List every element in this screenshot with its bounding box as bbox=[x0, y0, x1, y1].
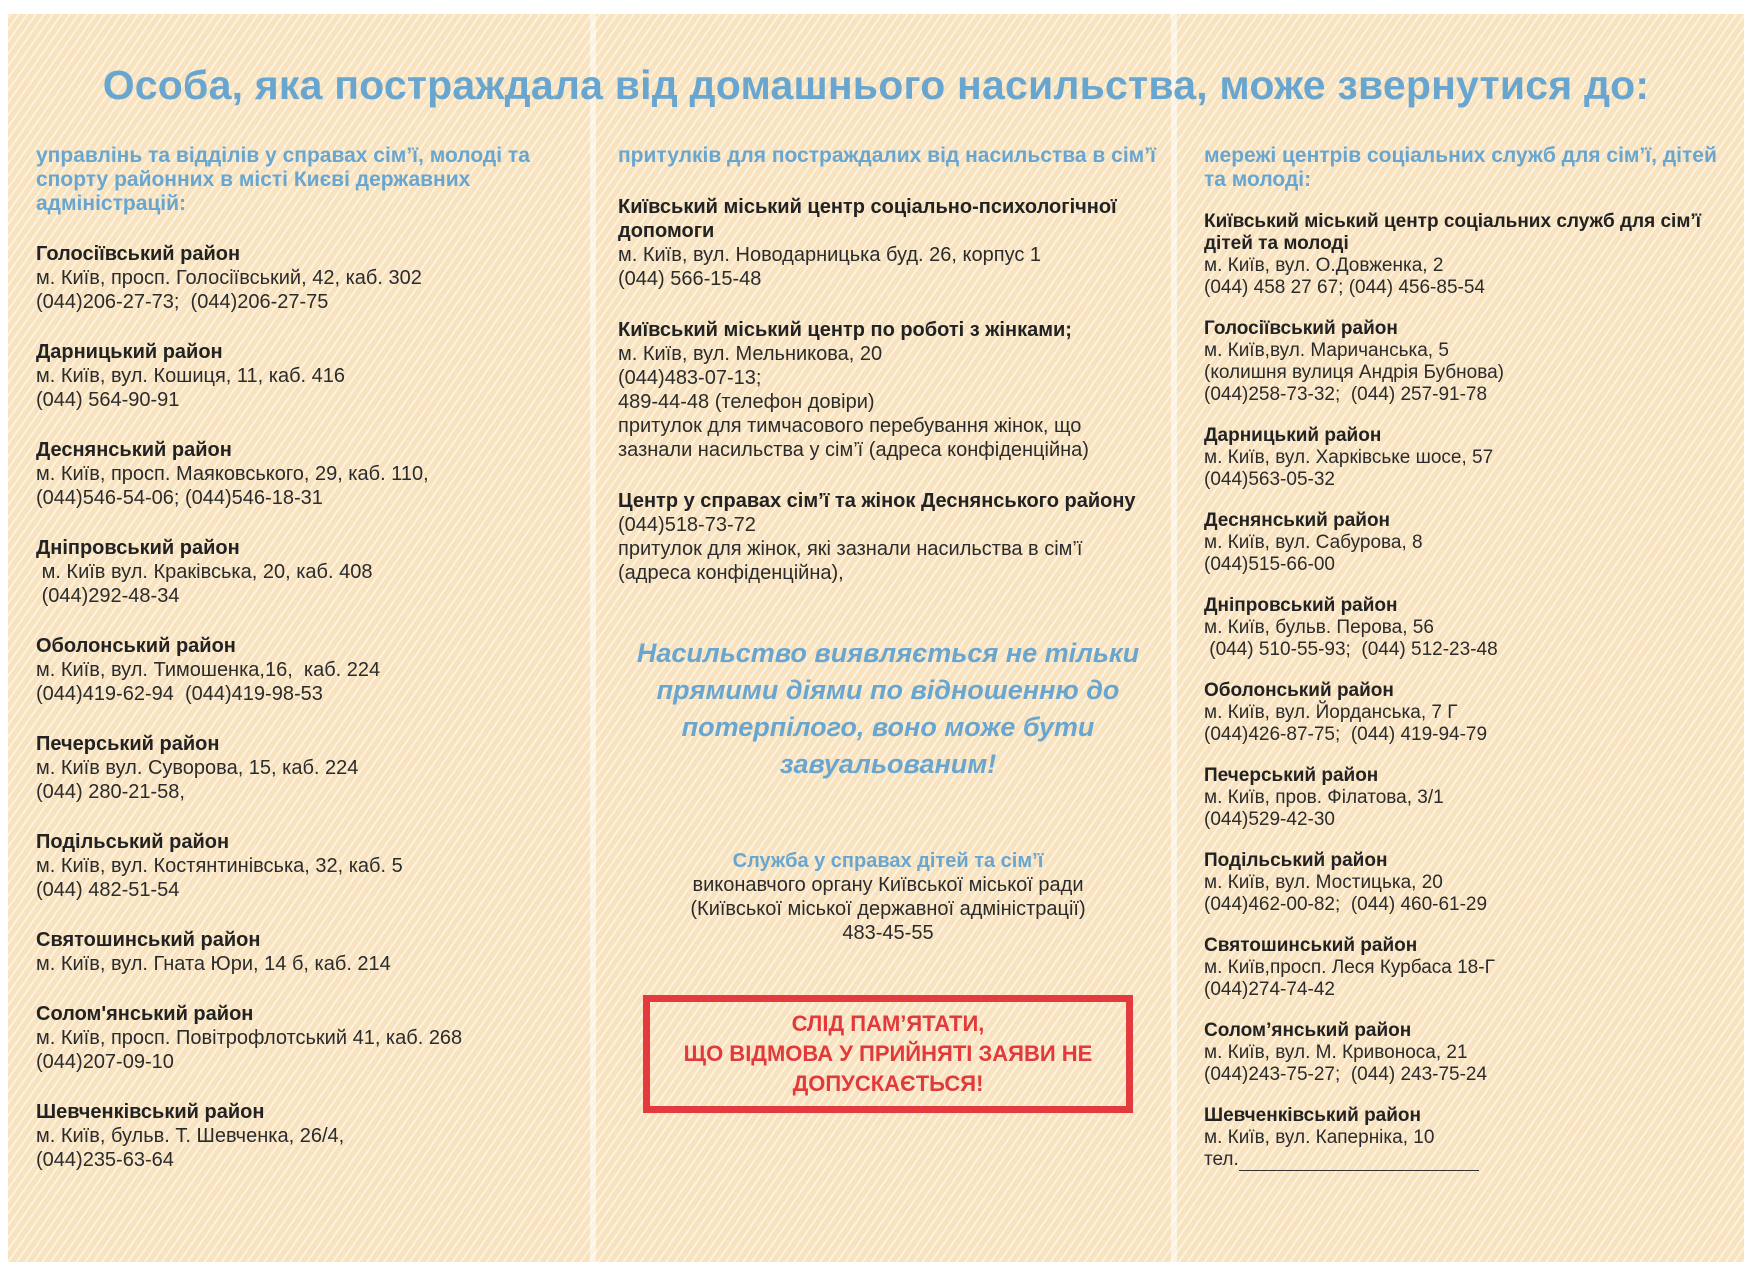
entry-name: Голосіївський район bbox=[36, 243, 241, 265]
entry-line: (044) 280-21-58, bbox=[36, 781, 185, 803]
column-heading: притулків для постраждалих від насильства в сім’ї bbox=[618, 144, 1156, 167]
entry-name: Подільський район bbox=[36, 831, 230, 853]
slogan: Насильство виявляється не тільки прямими діями по відношенню до потерпілого, воно може бути завуальованим! bbox=[636, 638, 1140, 779]
address-entry bbox=[1204, 510, 1734, 576]
entry-name: Печерський район bbox=[36, 733, 220, 755]
entry-line: (044)462-00-82; (044) 460-61-29 bbox=[1204, 894, 1488, 915]
service-line: (Київської міської державної адміністрації) bbox=[690, 898, 1086, 920]
entry-name: Дарницький район bbox=[36, 341, 223, 363]
service-info bbox=[618, 849, 1158, 945]
entry-line: м. Київ, вул. Новодарницька буд. 26, корпус 1 bbox=[618, 244, 1042, 266]
entry-line: (044) 510-55-93; (044) 512-23-48 bbox=[1204, 639, 1498, 660]
entry-line: м. Київ, просп. Голосіївський, 42, каб. 302 bbox=[36, 267, 422, 289]
entry-line: притулок для жінок, які зазнали насильства в сім’ї (адреса конфіденційна), bbox=[618, 538, 1088, 584]
entry-line: (044)546-54-06; (044)546-18-31 bbox=[36, 487, 323, 509]
address-entry bbox=[618, 195, 1158, 291]
entry-line: (044)529-42-30 bbox=[1204, 809, 1335, 830]
entry-line: 489-44-48 (телефон довіри) bbox=[618, 391, 875, 413]
entry-name: Голосіївський район bbox=[1204, 318, 1398, 339]
address-entry bbox=[36, 928, 576, 976]
entry-line: (044)563-05-32 bbox=[1204, 469, 1335, 490]
entry-line: (044) 458 27 67; (044) 456-85-54 bbox=[1204, 277, 1485, 298]
entry-line: м. Київ, просп. Повітрофлотський 41, каб. 268 bbox=[36, 1027, 463, 1049]
warning-box bbox=[643, 995, 1133, 1113]
page-title: Особа, яка постраждала від домашнього насильства, може звернутися до: bbox=[102, 62, 1650, 108]
entry-line: (044) 566-15-48 bbox=[618, 268, 762, 290]
entry-line: м. Київ, вул. Сабурова, 8 bbox=[1204, 532, 1423, 553]
address-entry bbox=[1204, 425, 1734, 491]
leaflet-sheet bbox=[8, 14, 1744, 1262]
entry-line: м. Київ, вул. Гната Юри, 14 б, каб. 214 bbox=[36, 953, 391, 975]
column-social-centers bbox=[1204, 144, 1734, 1171]
entry-line: м. Київ,вул. Маричанська, 5 bbox=[1204, 340, 1449, 361]
column-district-administrations bbox=[36, 144, 576, 1172]
entry-line: (044)419-62-94 (044)419-98-53 bbox=[36, 683, 323, 705]
entry-line: (044) 482-51-54 bbox=[36, 879, 180, 901]
entry-line: м. Київ вул. Краківська, 20, каб. 408 bbox=[36, 561, 373, 583]
entry-line: м. Київ, вул. Харківське шосе, 57 bbox=[1204, 447, 1494, 468]
address-entry bbox=[36, 830, 576, 902]
entry-line: (044)518-73-72 bbox=[618, 514, 756, 536]
column-shelters bbox=[618, 144, 1158, 1113]
entry-name: Святошинський район bbox=[36, 929, 261, 951]
entry-line: (044)426-87-75; (044) 419-94-79 bbox=[1204, 724, 1488, 745]
entry-line: (044)243-75-27; (044) 243-75-24 bbox=[1204, 1064, 1488, 1085]
entry-line: (044)258-73-32; (044) 257-91-78 bbox=[1204, 384, 1488, 405]
entry-name: Київський міський центр по роботі з жінками; bbox=[618, 319, 1072, 341]
entry-line: м. Київ, бульв. Перова, 56 bbox=[1204, 617, 1434, 638]
entry-name: Деснянський район bbox=[36, 439, 232, 461]
warning-line: ЩО ВІДМОВА У ПРИЙНЯТІ ЗАЯВИ НЕ bbox=[683, 1041, 1093, 1066]
tel-label: тел. bbox=[1204, 1149, 1239, 1170]
service-title: Служба у справах дітей та сім’ї bbox=[732, 850, 1044, 872]
entry-line: (044)207-09-10 bbox=[36, 1051, 174, 1073]
address-entry bbox=[36, 438, 576, 510]
address-entry bbox=[1204, 765, 1734, 831]
entry-name: Київський міський центр соціально-психологічної допомоги bbox=[618, 196, 1117, 242]
fold-line bbox=[1171, 14, 1177, 1262]
tel-blank-line bbox=[1239, 1152, 1479, 1171]
address-entry bbox=[36, 634, 576, 706]
entry-list bbox=[36, 242, 576, 1172]
entry-line: (колишня вулиця Андрія Бубнова) bbox=[1204, 362, 1505, 383]
address-entry bbox=[1204, 211, 1734, 299]
address-entry bbox=[1204, 1105, 1734, 1149]
address-entry bbox=[1204, 935, 1734, 1001]
column-heading: мережі центрів соціальних служб для сім’ї, дітей та молоді: bbox=[1204, 144, 1717, 191]
entry-line: м. Київ, вул. О.Довженка, 2 bbox=[1204, 255, 1444, 276]
address-entry bbox=[1204, 595, 1734, 661]
entry-line: (044) 564-90-91 bbox=[36, 389, 180, 411]
entry-line: притулок для тимчасового перебування жінок, що зазнали насильства у сім’ї (адреса конфіденційна) bbox=[618, 415, 1089, 461]
address-entry bbox=[36, 732, 576, 804]
entry-line: (044)206-27-73; (044)206-27-75 bbox=[36, 291, 329, 313]
address-entry bbox=[1204, 1020, 1734, 1086]
entry-name: Подільський район bbox=[1204, 850, 1388, 871]
address-entry bbox=[36, 340, 576, 412]
address-entry bbox=[1204, 318, 1734, 406]
address-entry bbox=[1204, 850, 1734, 916]
address-entry bbox=[618, 318, 1158, 462]
entry-line: (044)515-66-00 bbox=[1204, 554, 1335, 575]
entry-line: м. Київ, пров. Філатова, 3/1 bbox=[1204, 787, 1444, 808]
address-entry bbox=[36, 536, 576, 608]
warning-line: ДОПУСКАЄТЬСЯ! bbox=[792, 1071, 984, 1096]
entry-line: м. Київ вул. Суворова, 15, каб. 224 bbox=[36, 757, 359, 779]
entry-line: м. Київ, бульв. Т. Шевченка, 26/4, bbox=[36, 1125, 345, 1147]
entry-line: (044)483-07-13; bbox=[618, 367, 762, 389]
service-line: виконавчого органу Київської міської ради bbox=[692, 874, 1084, 896]
entry-name: Дарницький район bbox=[1204, 425, 1382, 446]
entry-name: Дніпровський район bbox=[36, 537, 240, 559]
entry-line: (044)274-74-42 bbox=[1204, 979, 1335, 1000]
entry-line: м. Київ, вул. Костянтинівська, 32, каб. 5 bbox=[36, 855, 403, 877]
address-entry bbox=[36, 1100, 576, 1172]
entry-line: м. Київ, вул. Тимошенка,16, каб. 224 bbox=[36, 659, 381, 681]
entry-line: (044)235-63-64 bbox=[36, 1149, 174, 1171]
entry-line: м. Київ, вул. Каперніка, 10 bbox=[1204, 1127, 1435, 1148]
address-entry bbox=[36, 242, 576, 314]
entry-list bbox=[1204, 211, 1734, 1149]
warning-line: СЛІД ПАМ’ЯТАТИ, bbox=[791, 1011, 985, 1036]
tel-field bbox=[1204, 1149, 1734, 1171]
address-entry bbox=[36, 1002, 576, 1074]
fold-line bbox=[590, 14, 596, 1262]
entry-name: Київський міський центр соціальних служб для сім’ї дітей та молоді bbox=[1204, 211, 1702, 254]
address-entry bbox=[1204, 680, 1734, 746]
entry-line: м. Київ, вул. Йорданська, 7 Г bbox=[1204, 702, 1458, 723]
entry-name: Святошинський район bbox=[1204, 935, 1418, 956]
entry-name: Центр у справах сім’ї та жінок Деснянського району bbox=[618, 490, 1136, 512]
entry-name: Оболонський район bbox=[36, 635, 236, 657]
entry-name: Оболонський район bbox=[1204, 680, 1394, 701]
entry-line: м. Київ, вул. Мостицька, 20 bbox=[1204, 872, 1443, 893]
entry-line: м. Київ,просп. Леся Курбаса 18-Г bbox=[1204, 957, 1495, 978]
entry-name: Шевченківський район bbox=[36, 1101, 265, 1123]
service-phone: 483-45-55 bbox=[842, 922, 934, 944]
entry-line: м. Київ, вул. М. Кривоноса, 21 bbox=[1204, 1042, 1468, 1063]
entry-name: Деснянський район bbox=[1204, 510, 1391, 531]
entry-name: Солом’янський район bbox=[1204, 1020, 1412, 1041]
entry-line: м. Київ, вул. Мельникова, 20 bbox=[618, 343, 883, 365]
address-entry bbox=[618, 489, 1158, 585]
entry-list bbox=[618, 195, 1158, 585]
entry-line: м. Київ, вул. Кошиця, 11, каб. 416 bbox=[36, 365, 346, 387]
entry-name: Дніпровський район bbox=[1204, 595, 1398, 616]
entry-name: Солом'янський район bbox=[36, 1003, 254, 1025]
entry-name: Шевченківський район bbox=[1204, 1105, 1422, 1126]
column-heading: управлінь та відділів у справах сім’ї, молоді та спорту районних в місті Києві державних адміністрацій: bbox=[36, 144, 530, 215]
entry-name: Печерський район bbox=[1204, 765, 1379, 786]
entry-line: (044)292-48-34 bbox=[36, 585, 180, 607]
entry-line: м. Київ, просп. Маяковського, 29, каб. 110, bbox=[36, 463, 429, 485]
